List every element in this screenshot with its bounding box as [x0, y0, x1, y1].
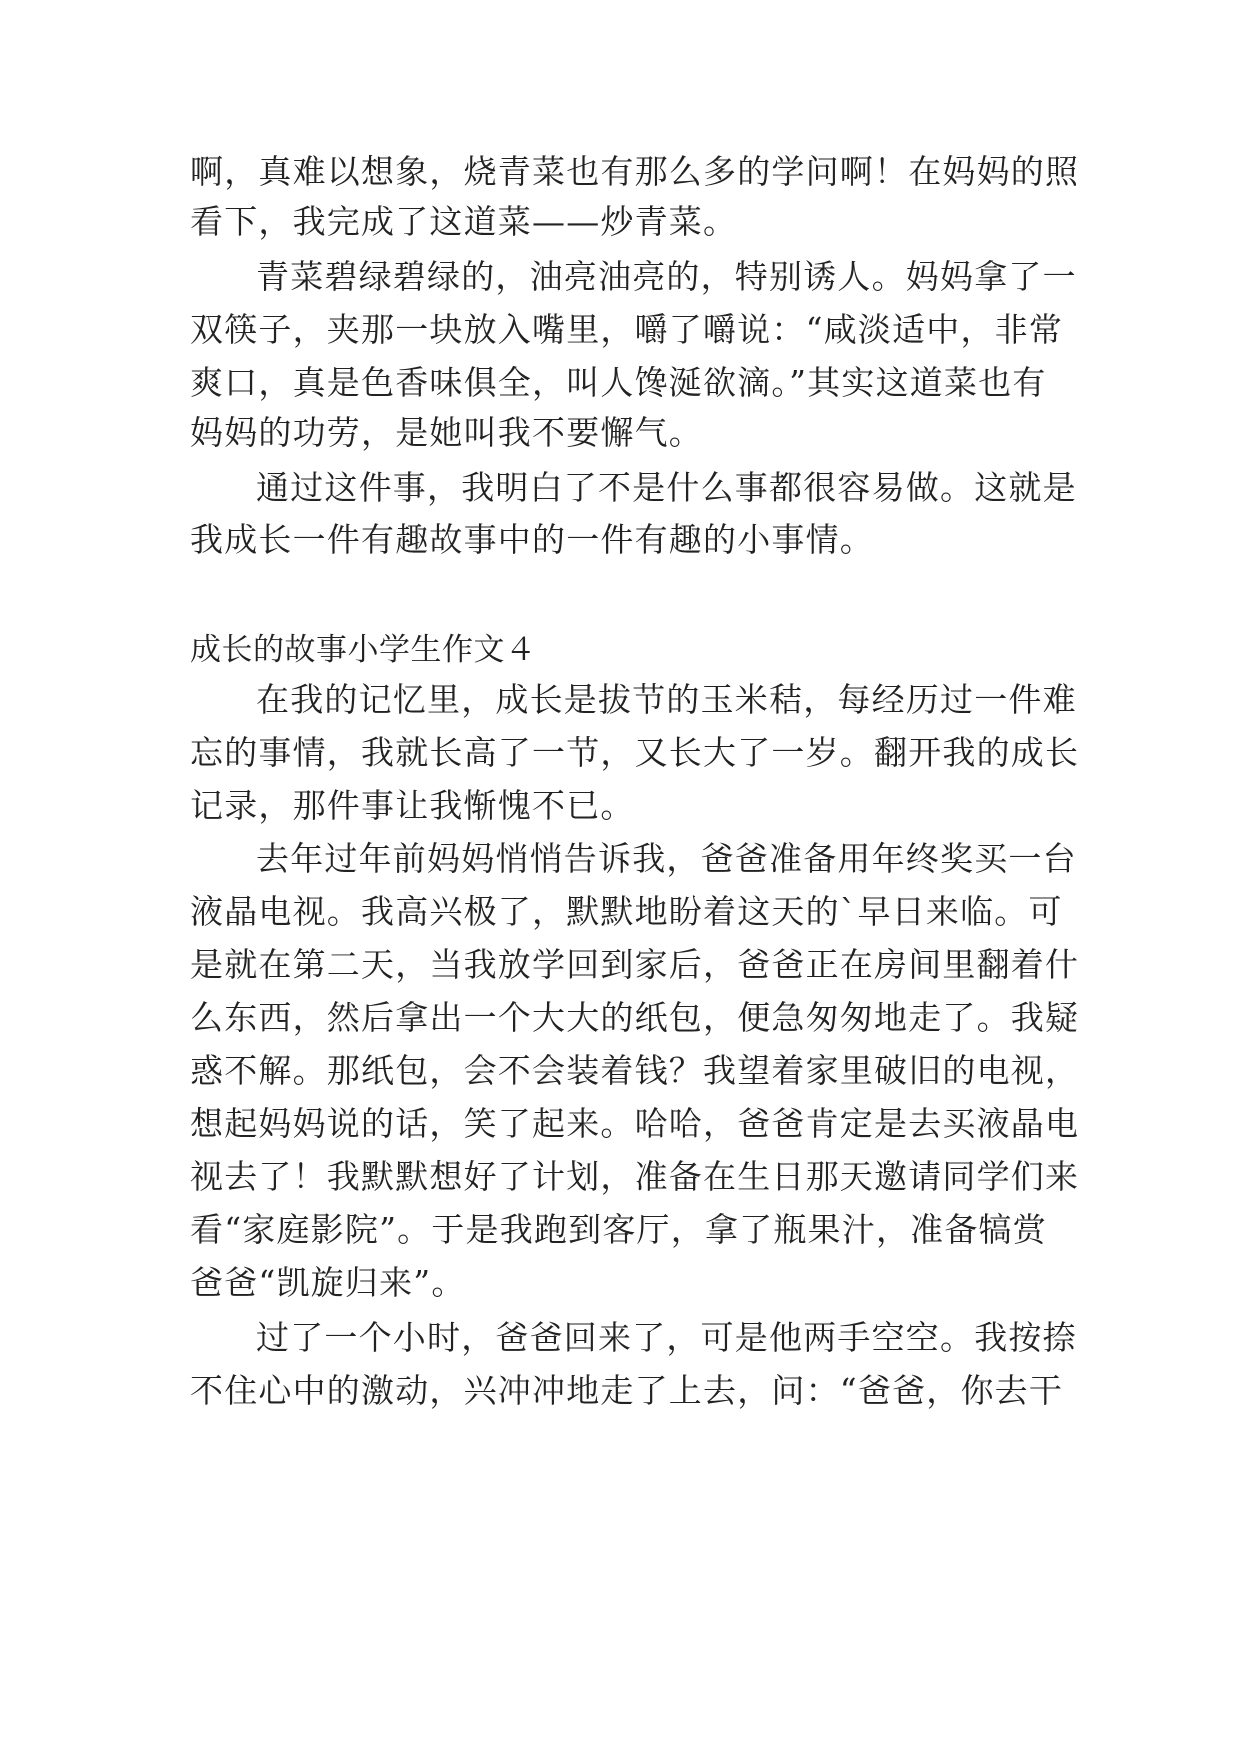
text-line: 惑不解。那纸包，会不会装着钱？我望着家里破旧的电视， — [190, 1051, 1080, 1090]
text-line: 双筷子，夹那一块放入嘴里，嚼了嚼说：“咸淡适中，非常 — [190, 310, 1064, 349]
text-line: 不住心中的激动，兴冲冲地走了上去，问：“爸爸，你去干 — [190, 1371, 1064, 1410]
text-line: 想起妈妈说的话，笑了起来。哈哈，爸爸肯定是去买液晶电 — [190, 1104, 1080, 1143]
text-line: 爸爸“凯旋归来”。 — [190, 1263, 466, 1302]
text-line: 忘的事情，我就长高了一节，又长大了一岁。翻开我的成长 — [190, 733, 1080, 772]
text-line: 去年过年前妈妈悄悄告诉我，爸爸准备用年终奖买一台 — [256, 839, 1077, 878]
text-line: 在我的记忆里，成长是拔节的玉米秸，每经历过一件难 — [256, 680, 1077, 719]
text-line: 啊，真难以想象，烧青菜也有那么多的学问啊！在妈妈的照 — [190, 152, 1080, 191]
text-line: 看“家庭影院”。于是我跑到客厅，拿了瓶果汁，准备犒赏 — [190, 1210, 1047, 1249]
text-line: 妈妈的功劳，是她叫我不要懈气。 — [190, 413, 703, 452]
text-line: 看下，我完成了这道菜——炒青菜。 — [190, 202, 738, 241]
text-line: 视去了！我默默想好了计划，准备在生日那天邀请同学们来 — [190, 1157, 1080, 1196]
text-line: 记录，那件事让我惭愧不已。 — [190, 786, 635, 825]
text-line: 爽口，真是色香味俱全，叫人馋涎欲滴。”其实这道菜也有 — [190, 363, 1047, 402]
text-line: 么东西，然后拿出一个大大的纸包，便急匆匆地走了。我疑 — [190, 998, 1080, 1037]
text-line: 通过这件事，我明白了不是什么事都很容易做。这就是 — [256, 468, 1077, 507]
text-line: 青菜碧绿碧绿的，油亮油亮的，特别诱人。妈妈拿了一 — [256, 257, 1077, 296]
text-line: 过了一个小时，爸爸回来了，可是他两手空空。我按捺 — [256, 1318, 1077, 1357]
text-line: 我成长一件有趣故事中的一件有趣的小事情。 — [190, 520, 874, 559]
text-line: 液晶电视。我高兴极了，默默地盼着这天的`早日来临。可 — [190, 892, 1063, 931]
section-heading: 成长的故事小学生作文４ — [190, 632, 537, 668]
text-line: 是就在第二天，当我放学回到家后，爸爸正在房间里翻着什 — [190, 945, 1080, 984]
